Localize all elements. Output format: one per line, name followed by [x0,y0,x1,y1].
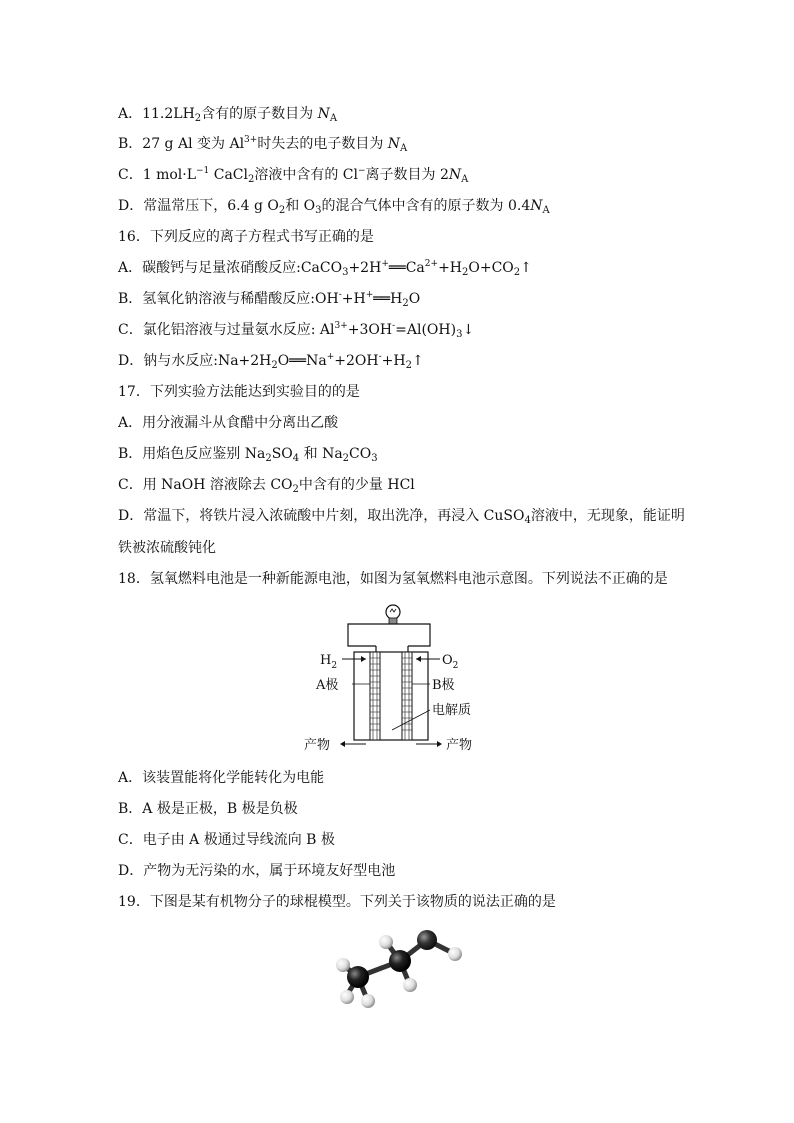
electrode-b [402,652,412,740]
product-right-label: 产物 [446,738,473,753]
q16-stem: 16．下列反应的离子方程式书写正确的是 [118,229,374,245]
q17-option-c: C．用 NaOH 溶液除去 $CO_2$中含有的少量 HCl [118,477,415,495]
q16-option-d: D．钠与水反应$:Na+2H_2O══Na^++2OH^-+H_2↑$ [118,352,424,371]
q15-option-b: B．27 g Al 变为 $Al^{3+}$时失去的电子数目为 $N_A$ [118,135,408,154]
q16-option-c: C．氯化铝溶液与过量氨水反应: $Al^{3+}+3OH^-=Al(OH)_3↓$ [118,321,475,340]
q18-stem: 18．氢氧燃料电池是一种新能源电池，如图为氢氧燃料电池示意图。下列说法不正确的是 [118,571,668,587]
q18-option-c: C．电子由 A 极通过导线流向 B 极 [118,832,335,848]
o2-label: $O_2$ [442,653,459,671]
electrode-a [370,652,380,740]
a-pole-label: A极 [316,678,339,693]
q19-stem: 19．下图是某有机物分子的球棍模型。下列关于该物质的说法正确的是 [118,894,556,910]
q16-option-b: B．氢氧化钠溶液与稀醋酸反应$:OH^-+H^+══H_2O$ [118,290,421,309]
q17-stem: 17．下列实验方法能达到实验目的的是 [118,384,360,400]
product-left-label: 产物 [304,738,331,753]
q17-option-a: A．用分液漏斗从食醋中分离出乙酸 [118,415,339,431]
q17-option-b: B．用焰色反应鉴别 $Na_2SO_4$ 和 $Na_2CO_3$ [118,446,378,464]
b-pole-label: B极 [432,678,455,693]
q18-option-b: B．A 极是正极，B 极是负极 [118,801,298,817]
q15-option-a: A．$11.2LH_2$含有的原子数目为 $N_A$ [118,106,338,124]
fuel-cell-diagram [300,600,500,760]
electrolyte-label: 电解质 [432,703,472,718]
h2-label: $H_2$ [320,653,338,671]
q17-option-d-continued: 铁被浓硫酸钝化 [118,540,216,556]
q16-option-a: A．碳酸钙与足量浓硝酸反应$:CaCO_3+2H^+══Ca^{2+}+H_2O+CO_2↑$ [118,259,532,278]
ball-stick-model [325,925,475,1020]
lightbulb-icon [386,605,400,624]
q18-option-a: A．该装置能将化学能转化为电能 [118,770,325,786]
q17-option-d: D．常温下，将铁片浸入浓硫酸中片刻，取出洗净，再浸入 CuSO$_4$溶液中，无现象，能证明 [118,508,685,526]
q15-option-c: C．1 $mol\cdot L^{-1}$ CaCl$_2$溶液中含有的 Cl−离子数目为 $2N_A$ [118,166,469,185]
q18-option-d: D．产物为无污染的水，属于环境友好型电池 [118,863,396,879]
q15-option-d: D．常温常压下，6.4 g $O_2$和 $O_3$的混合气体中含有的原子数为 $0.4N_A$ [118,198,550,216]
